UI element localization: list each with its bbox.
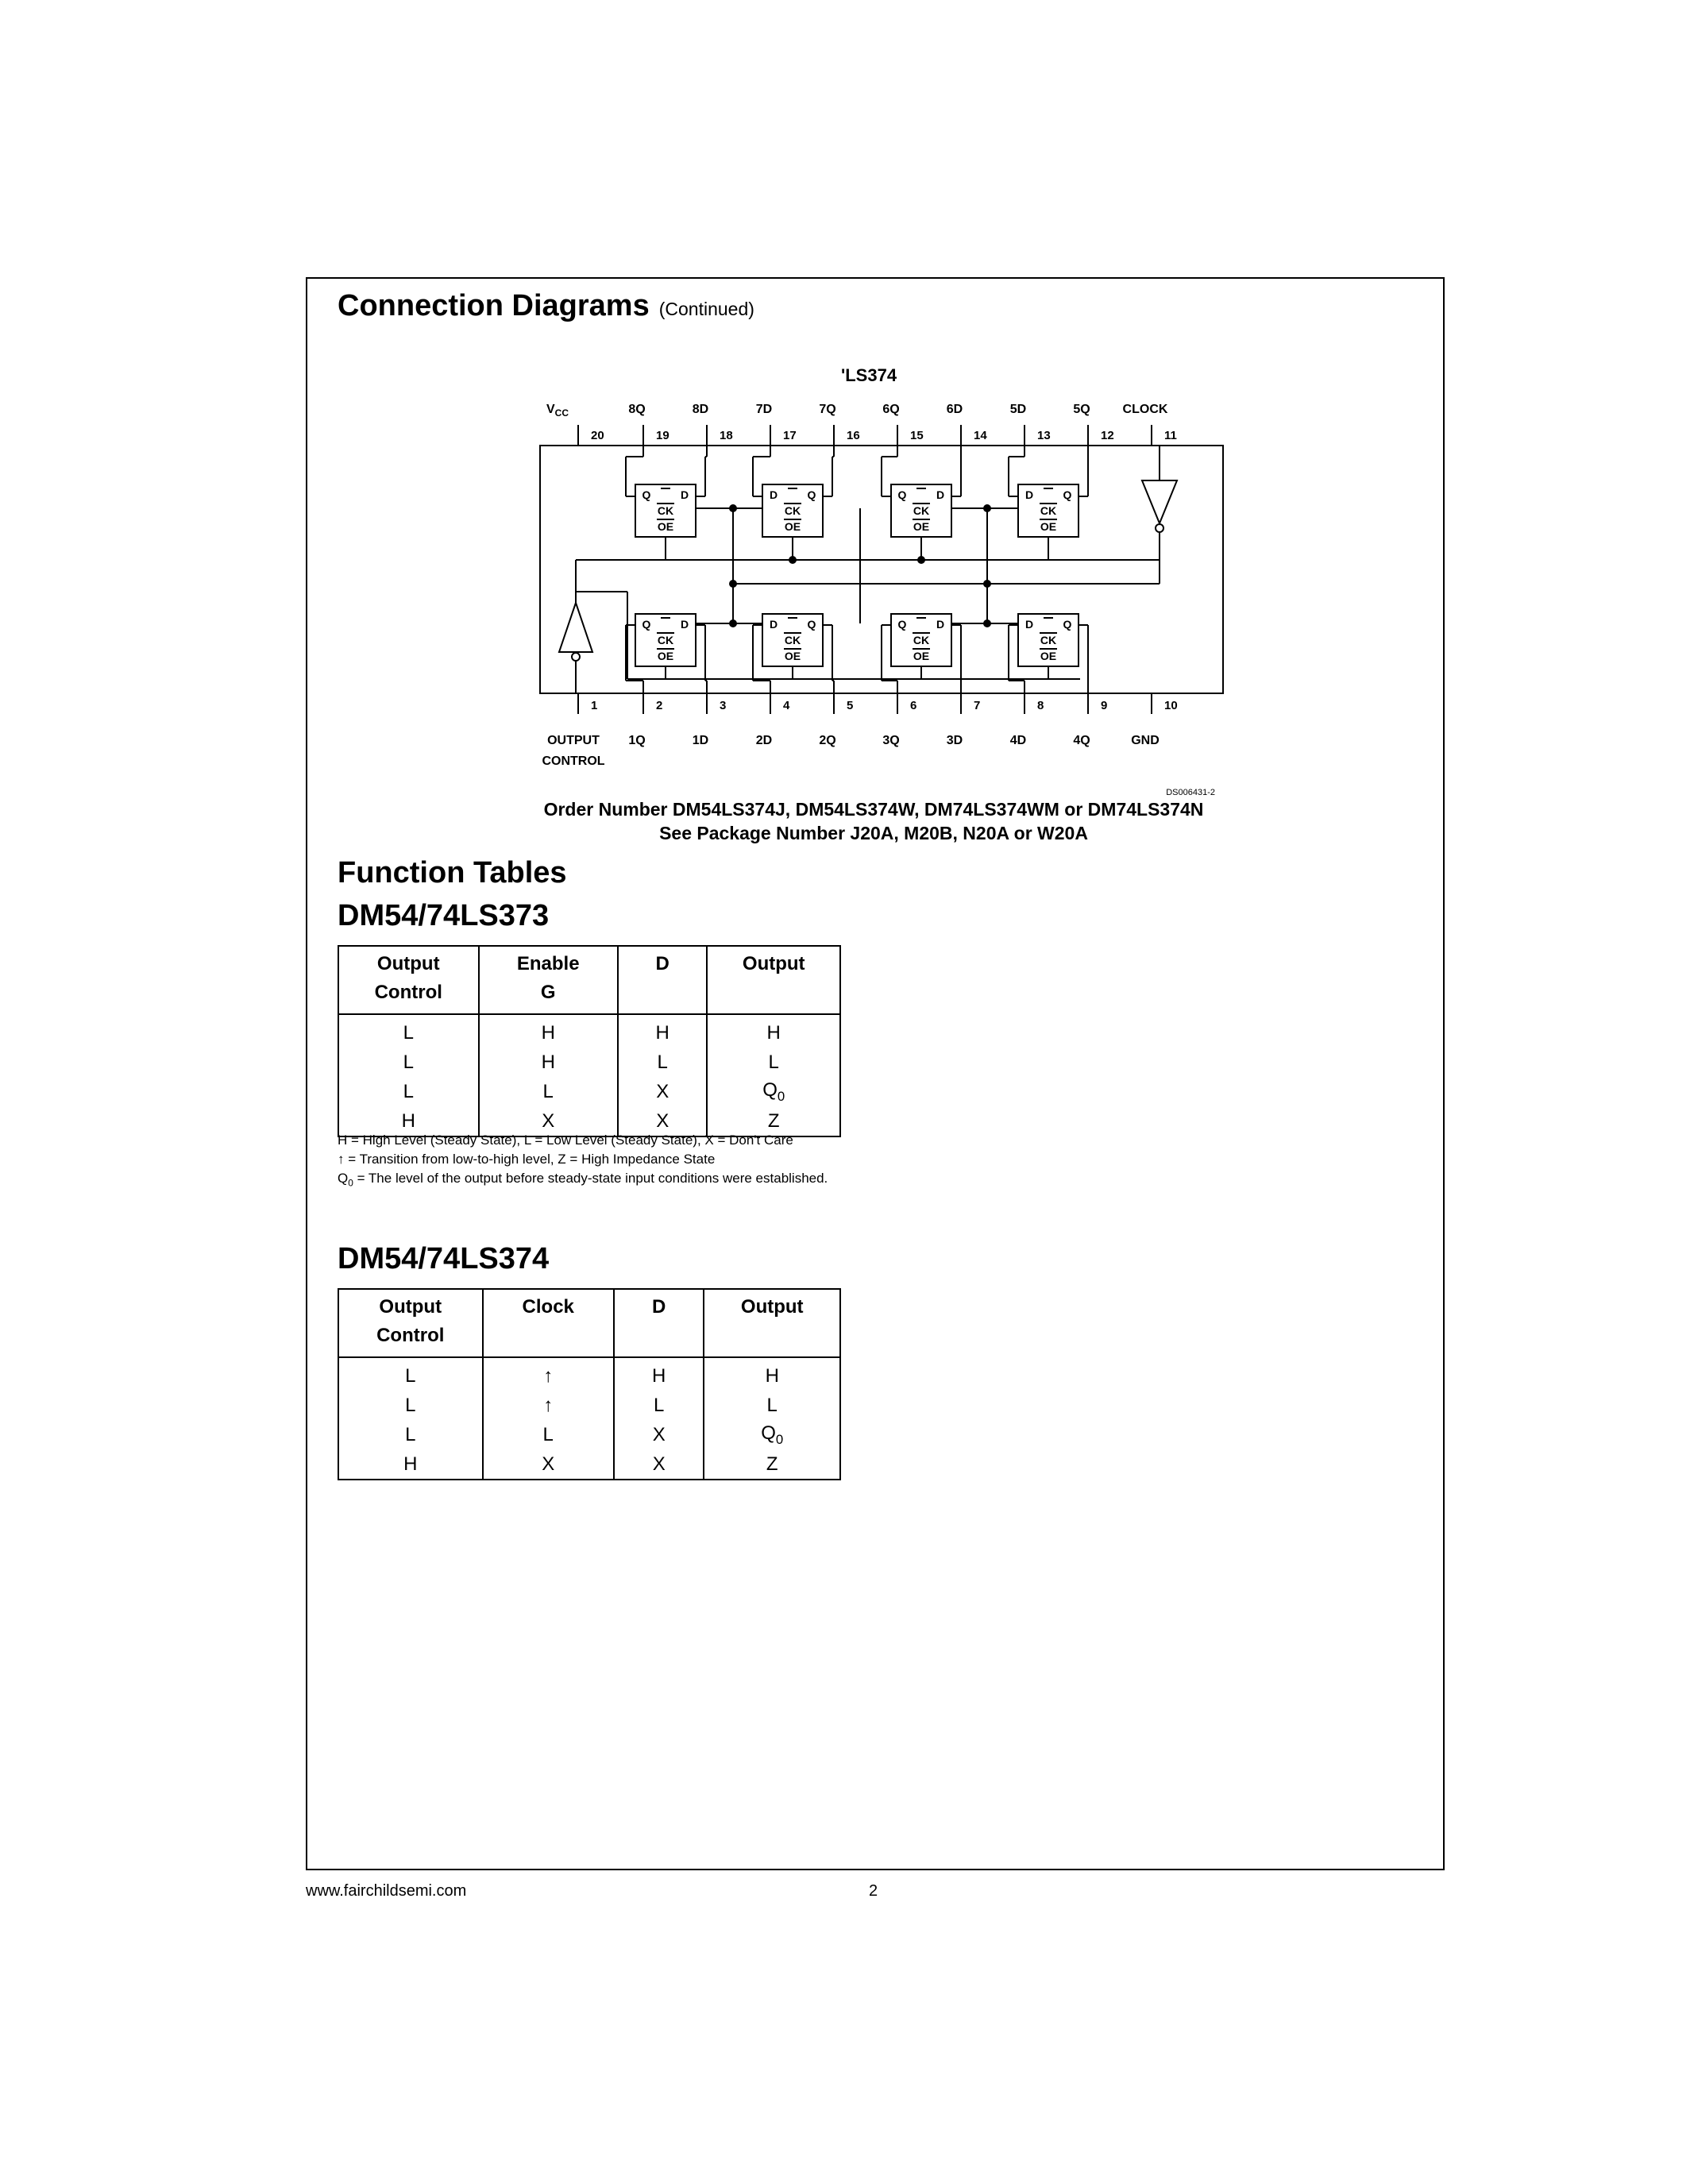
table-header-row [338, 946, 840, 1014]
diagram-label: Q [1063, 488, 1072, 501]
table-cell: H [479, 1014, 618, 1048]
note-levels: H = High Level (Steady State), L = Low Level (Steady State), X = Don't Care [338, 1133, 793, 1148]
pin-label-6q: 6Q [882, 403, 900, 416]
table-cell: L [704, 1391, 840, 1420]
ff-oe-label: OE [784, 650, 801, 662]
pin-number: 14 [974, 429, 987, 442]
diagram-label: Q [1063, 618, 1072, 631]
junction-dot [983, 619, 991, 627]
order-number-line: Order Number DM54LS374J, DM54LS374W, DM74LS374WM or DM74LS374N [543, 799, 1204, 820]
table-cell: L [707, 1048, 840, 1077]
diagram-label: Q [807, 618, 816, 631]
pin-number: 11 [1164, 429, 1177, 442]
ff-ck-label: CK [913, 504, 930, 517]
ff-oe-label: OE [784, 520, 801, 533]
pin-number: 15 [910, 429, 924, 442]
table-cell: X [483, 1449, 614, 1480]
ff-oe-label: OE [657, 650, 674, 662]
pin-number: 2 [656, 699, 663, 712]
table-notes [338, 1131, 854, 1192]
pin-label-2q: 2Q [819, 734, 836, 747]
pin-label-output-control-2: CONTROL [542, 754, 605, 768]
doc-number: DS006431-2 [1166, 788, 1215, 797]
junction-dot [983, 580, 991, 588]
table-cell: L [338, 1048, 479, 1077]
table-cell: X [618, 1077, 707, 1106]
table-cell: L [338, 1357, 483, 1391]
junction-dot [729, 619, 737, 627]
header-enable: Enable G [479, 946, 618, 1014]
pin-label-7q: 7Q [819, 403, 836, 416]
diagram-label: D [680, 488, 689, 501]
table-cell: L [338, 1077, 479, 1106]
ff-ck-label: CK [657, 504, 674, 517]
header-d: D [618, 946, 707, 1014]
ff-ck-label: CK [913, 634, 930, 646]
diagram-label: Q [897, 618, 907, 631]
table-cell: ↑ [483, 1391, 614, 1420]
pin-label-4q: 4Q [1073, 734, 1090, 747]
pin-label-vcc: $V_{CC}$ [546, 403, 569, 419]
table-cell: H [338, 1449, 483, 1480]
table-cell: X [614, 1420, 704, 1449]
diagram-label: D [936, 488, 945, 501]
pin-label-5d: 5D [1009, 403, 1027, 416]
note-transition: ↑ = Transition from low-to-high level, Z = High Impedance State [338, 1152, 716, 1167]
pin-label-1q: 1Q [628, 734, 646, 747]
ff-ck-label: CK [657, 634, 674, 646]
pin-number: 18 [720, 429, 733, 442]
table-cell: L [614, 1391, 704, 1420]
pin-label-4d: 4D [1009, 734, 1027, 747]
ff-ck-label: CK [784, 634, 801, 646]
diagram-label: D [769, 488, 778, 501]
table-cell: L [338, 1014, 479, 1048]
junction-dot [729, 504, 737, 512]
table-cell: H [618, 1014, 707, 1048]
pin-label-8d: 8D [692, 403, 709, 416]
ff-ck-label: CK [1040, 504, 1057, 517]
table-row [338, 1449, 840, 1480]
ff-oe-label: OE [1040, 520, 1057, 533]
pin-number: 16 [847, 429, 860, 442]
connection-diagram [524, 393, 1239, 798]
function-tables-title: Function Tables [338, 856, 567, 889]
ff-oe-label: OE [913, 650, 930, 662]
pin-label-clock: CLOCK [1122, 403, 1168, 416]
table-cell: X [614, 1449, 704, 1480]
package-number-line: See Package Number J20A, M20B, N20A or W20A [659, 823, 1088, 843]
header-clock: Clock [483, 1289, 614, 1357]
table-cell: L [618, 1048, 707, 1077]
junction-dot [983, 504, 991, 512]
pin-label-2d: 2D [755, 734, 773, 747]
pin-number: 6 [910, 699, 917, 712]
footer-url[interactable]: www.fairchildsemi.com [306, 1882, 467, 1900]
pin-number: 20 [591, 429, 604, 442]
pin-label-output-control: OUTPUT [547, 734, 600, 747]
pin-number: 10 [1164, 699, 1178, 712]
pin-number: 13 [1037, 429, 1051, 442]
pin-number: 5 [847, 699, 854, 712]
page-number: 2 [869, 1882, 878, 1900]
table-row [338, 1391, 840, 1420]
pin-label-6d: 6D [946, 403, 963, 416]
section-title: Connection Diagrams (Continued) [338, 289, 754, 322]
pin-label-gnd: GND [1131, 734, 1160, 747]
output-control-buffer [559, 603, 592, 652]
header-output: Output [707, 946, 840, 1014]
junction-dot [917, 556, 925, 564]
junction-dot [789, 556, 797, 564]
table-row [338, 1077, 840, 1106]
pin-number: 8 [1037, 699, 1044, 712]
table-cell: L [483, 1420, 614, 1449]
table-cell: H [707, 1014, 840, 1048]
pin-label-8q: 8Q [628, 403, 646, 416]
pin-number: 12 [1101, 429, 1114, 442]
header-output-control: Output Control [338, 946, 479, 1014]
pin-label-7d: 7D [755, 403, 773, 416]
ff-oe-label: OE [657, 520, 674, 533]
diagram-label: D [936, 618, 945, 631]
table-cell: $Q_0$ [707, 1077, 840, 1106]
ff-oe-label: OE [1040, 650, 1057, 662]
function-table-374 [338, 1288, 841, 1480]
diagram-label: D [1025, 488, 1034, 501]
pin-number: 4 [783, 699, 790, 712]
diagram-label: Q [897, 488, 907, 501]
pin-label-5q: 5Q [1073, 403, 1090, 416]
table-row [338, 1048, 840, 1077]
header-output: Output [704, 1289, 840, 1357]
junction-dot [729, 580, 737, 588]
diagram-label: Q [642, 488, 651, 501]
table-header-row [338, 1289, 840, 1357]
table-cell: $Q_0$ [704, 1420, 840, 1449]
pin-number: 7 [974, 699, 981, 712]
note-q0: $Q_0$ = The level of the output before steady-state input conditions were established. [338, 1171, 828, 1189]
table-cell: Z [707, 1106, 840, 1136]
header-output-control: Output Control [338, 1289, 483, 1357]
diagram-label: D [1025, 618, 1034, 631]
ff-ck-label: CK [784, 504, 801, 517]
pin-number: 1 [591, 699, 598, 712]
table-row [338, 1014, 840, 1048]
table-373-title: DM54/74LS373 [338, 899, 550, 932]
ff-ck-label: CK [1040, 634, 1057, 646]
table-cell: H [479, 1048, 618, 1077]
table-374-title: DM54/74LS374 [338, 1242, 550, 1275]
pin-number: 9 [1101, 699, 1108, 712]
diagram-label: Q [807, 488, 816, 501]
diagram-label: Q [642, 618, 651, 631]
table-row [338, 1357, 840, 1391]
table-cell: L [338, 1391, 483, 1420]
table-cell: H [614, 1357, 704, 1391]
section-continued: (Continued) [658, 299, 754, 319]
ff-oe-label: OE [913, 520, 930, 533]
table-cell: H [704, 1357, 840, 1391]
table-cell: L [479, 1077, 618, 1106]
pin-number: 19 [656, 429, 669, 442]
table-cell: X [618, 1106, 707, 1136]
diagram-label: D [769, 618, 778, 631]
diagram-label: D [680, 618, 689, 631]
inverter-bubble [572, 653, 580, 661]
table-cell: Z [704, 1449, 840, 1480]
table-cell: X [479, 1106, 618, 1136]
clock-buffer [1142, 480, 1177, 523]
table-cell: H [338, 1106, 479, 1136]
pin-label-3d: 3D [946, 734, 963, 747]
diagram-title: 'LS374 [841, 365, 897, 385]
table-cell: ↑ [483, 1357, 614, 1391]
pin-number: 3 [720, 699, 727, 712]
pin-number: 17 [783, 429, 797, 442]
table-cell: L [338, 1420, 483, 1449]
function-table-373 [338, 945, 841, 1137]
table-row [338, 1420, 840, 1449]
header-d: D [614, 1289, 704, 1357]
pin-label-3q: 3Q [882, 734, 900, 747]
pin-label-1d: 1D [692, 734, 709, 747]
